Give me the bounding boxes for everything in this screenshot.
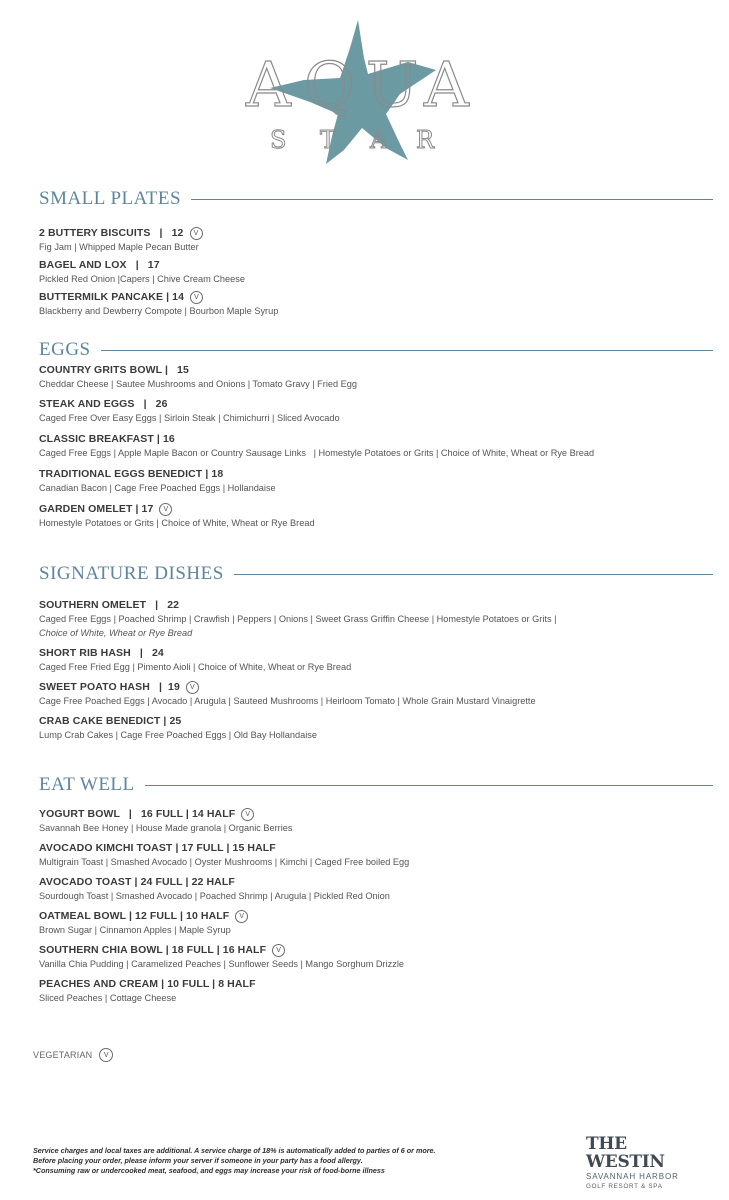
vegetarian-icon: V (272, 944, 285, 957)
menu-item-description: Caged Free Fried Egg | Pimento Aioli | Choice of White, Wheat or Rye Bread (39, 662, 352, 672)
menu-item-name-row (39, 680, 713, 694)
menu-item (39, 977, 713, 1005)
menu-item-description: Choice of White, Wheat or Rye Bread (39, 628, 193, 638)
menu-item-name-row (39, 977, 713, 991)
section-header (39, 187, 713, 211)
menu-item (39, 363, 713, 391)
section-title: SMALL PLATES (39, 188, 182, 209)
menu-item-description: Sourdough Toast | Smashed Avocado | Poached Shrimp | Arugula | Pickled Red Onion (39, 891, 390, 901)
menu-item-name: SOUTHERN CHIA BOWL | 18 FULL | 16 HALF (39, 944, 267, 956)
menu-item-name: PEACHES AND CREAM | 10 FULL | 8 HALF (39, 978, 256, 990)
menu-item-description: Caged Free Over Easy Eggs | Sirloin Steak | Chimichurri | Sliced Avocado (39, 413, 340, 423)
menu-item-description: Brown Sugar | Cinnamon Apples | Maple Syrup (39, 925, 231, 935)
menu-item-name: OATMEAL BOWL | 12 FULL | 10 HALF (39, 910, 230, 922)
menu-item (39, 841, 713, 869)
section-header (39, 338, 713, 362)
menu-item-description: Savannah Bee Honey | House Made granola | Organic Berries (39, 823, 293, 833)
menu-item-description: Caged Free Eggs | Apple Maple Bacon or Country Sausage Links | Homestyle Potatoes or Grits | Choice of White, Wheat or Rye Bread (39, 448, 595, 458)
menu-item-name: YOGURT BOWL | 16 FULL | 14 HALF (39, 808, 236, 820)
menu-item-name: SWEET POATO HASH | 19 (39, 681, 180, 693)
section-divider (191, 199, 713, 200)
menu-item-description: Blackberry and Dewberry Compote | Bourbon Maple Syrup (39, 306, 279, 316)
menu-item-description: Fig Jam | Whipped Maple Pecan Butter (39, 242, 199, 252)
menu-item-name-row (39, 258, 713, 272)
menu-item-name-row (39, 598, 713, 612)
menu-item-name: AVOCADO TOAST | 24 FULL | 22 HALF (39, 876, 235, 888)
menu-item-name: AVOCADO KIMCHI TOAST | 17 FULL | 15 HALF (39, 842, 276, 854)
menu-item-description: Pickled Red Onion |Capers | Chive Cream Cheese (39, 274, 245, 284)
footnote-line: Before placing your order, please inform your server if someone in your party has a food allergy. (33, 1156, 363, 1165)
menu-item (39, 502, 713, 530)
vegetarian-icon: V (99, 1048, 113, 1062)
menu-item-name-row (39, 807, 713, 821)
menu-item-name-row (39, 290, 713, 304)
logo-letter: A (246, 48, 291, 121)
logo-letter: U (366, 48, 419, 121)
menu-item-name: GARDEN OMELET | 17 (39, 503, 154, 515)
menu-item (39, 290, 713, 318)
menu-item-name-row (39, 226, 713, 240)
menu-item-name-row (39, 502, 713, 516)
menu-item-description: Canadian Bacon | Cage Free Poached Eggs | Hollandaise (39, 483, 276, 493)
menu-item-name-row (39, 363, 713, 377)
logo-letter: A (370, 126, 388, 154)
menu-item-name-row (39, 714, 713, 728)
menu-item (39, 467, 713, 495)
footnote-line: *Consuming raw or undercooked meat, seafood, and eggs may increase your risk of food-borne illness (33, 1166, 385, 1175)
menu-item (39, 258, 713, 286)
vegetarian-icon: V (190, 227, 203, 240)
menu-item-description: Sliced Peaches | Cottage Cheese (39, 993, 177, 1003)
section-title: SIGNATURE DISHES (39, 563, 224, 584)
menu-item-name-row (39, 943, 713, 957)
section-title: EGGS (39, 339, 91, 360)
menu-item (39, 432, 713, 460)
vegetarian-icon: V (235, 910, 248, 923)
section-title: EAT WELL (39, 774, 135, 795)
menu-item-name-row (39, 467, 713, 481)
menu-item-name-row (39, 432, 713, 446)
legend-label: VEGETARIAN (33, 1050, 93, 1060)
section-signature-dishes (39, 562, 713, 740)
footnotes (33, 1146, 493, 1176)
vegetarian-icon: V (190, 291, 203, 304)
starfish-icon (240, 18, 470, 168)
menu-item-name: 2 BUTTERY BISCUITS | 12 (39, 227, 184, 239)
menu-item-description: Caged Free Eggs | Poached Shrimp | Crawfish | Peppers | Onions | Sweet Grass Griffin Cheese | Homestyle Potatoes or Grits | (39, 614, 557, 624)
section-header (39, 562, 713, 586)
menu-item-name: CLASSIC BREAKFAST | 16 (39, 433, 175, 445)
menu-item-name: TRADITIONAL EGGS BENEDICT | 18 (39, 468, 224, 480)
menu-item-name: CRAB CAKE BENEDICT | 25 (39, 715, 182, 727)
menu-item-name: BAGEL AND LOX | 17 (39, 259, 160, 271)
section-small-plates (39, 187, 713, 316)
section-eggs (39, 338, 713, 528)
footnote-line: Service charges and local taxes are additional. A service charge of 18% is automatically added to parties of 6 or more. (33, 1146, 436, 1155)
logo-letter: Q (304, 48, 355, 121)
menu-item (39, 807, 713, 835)
menu-item-description: Lump Crab Cakes | Cage Free Poached Eggs | Old Bay Hollandaise (39, 730, 317, 740)
menu-item-name: SOUTHERN OMELET | 22 (39, 599, 180, 611)
menu-item (39, 646, 713, 674)
menu-item-description: Cheddar Cheese | Sautee Mushrooms and Onions | Tomato Gravy | Fried Egg (39, 379, 357, 389)
logo-letter: T (320, 126, 337, 154)
menu-item (39, 714, 713, 742)
menu-item-description: Cage Free Poached Eggs | Avocado | Arugula | Sauteed Mushrooms | Heirloom Tomato | Whole Grain Mustard Vinaigrette (39, 696, 536, 706)
aqua-star-logo (240, 18, 470, 168)
section-header (39, 773, 713, 797)
vegetarian-legend (33, 1048, 113, 1062)
menu-item-name: STEAK AND EGGS | 26 (39, 398, 168, 410)
section-eat-well (39, 773, 713, 1003)
section-divider (234, 574, 713, 575)
menu-item (39, 943, 713, 971)
menu-item-name: SHORT RIB HASH | 24 (39, 647, 164, 659)
menu-item-name: COUNTRY GRITS BOWL | 15 (39, 364, 189, 376)
menu-item (39, 680, 713, 708)
menu-item (39, 397, 713, 425)
logo-letter: A (424, 48, 469, 121)
logo-letter: R (416, 126, 435, 154)
brand-main: THE WESTIN (586, 1134, 665, 1172)
menu-item-name-row (39, 841, 713, 855)
menu-item (39, 598, 713, 640)
logo-letter: S (270, 126, 287, 154)
vegetarian-icon: V (186, 681, 199, 694)
brand-sub2: GOLF RESORT & SPA (586, 1183, 663, 1190)
menu-item-description: Vanilla Chia Pudding | Caramelized Peaches | Sunflower Seeds | Mango Sorghum Drizzle (39, 959, 404, 969)
menu-item-description: Multigrain Toast | Smashed Avocado | Oyster Mushrooms | Kimchi | Caged Free boiled Egg (39, 857, 410, 867)
menu-item-name-row (39, 875, 713, 889)
westin-brand-logo (586, 1135, 696, 1191)
section-divider (145, 785, 713, 786)
vegetarian-icon: V (241, 808, 254, 821)
menu-item-name-row (39, 397, 713, 411)
menu-item (39, 909, 713, 937)
vegetarian-icon: V (159, 503, 172, 516)
menu-item-name-row (39, 646, 713, 660)
menu-item-description: Homestyle Potatoes or Grits | Choice of White, Wheat or Rye Bread (39, 518, 315, 528)
menu-item-name-row (39, 909, 713, 923)
section-divider (101, 350, 713, 351)
menu-item (39, 226, 713, 254)
brand-sub1: SAVANNAH HARBOR (586, 1172, 679, 1181)
menu-item-name: BUTTERMILK PANCAKE | 14 (39, 291, 185, 303)
menu-item (39, 875, 713, 903)
